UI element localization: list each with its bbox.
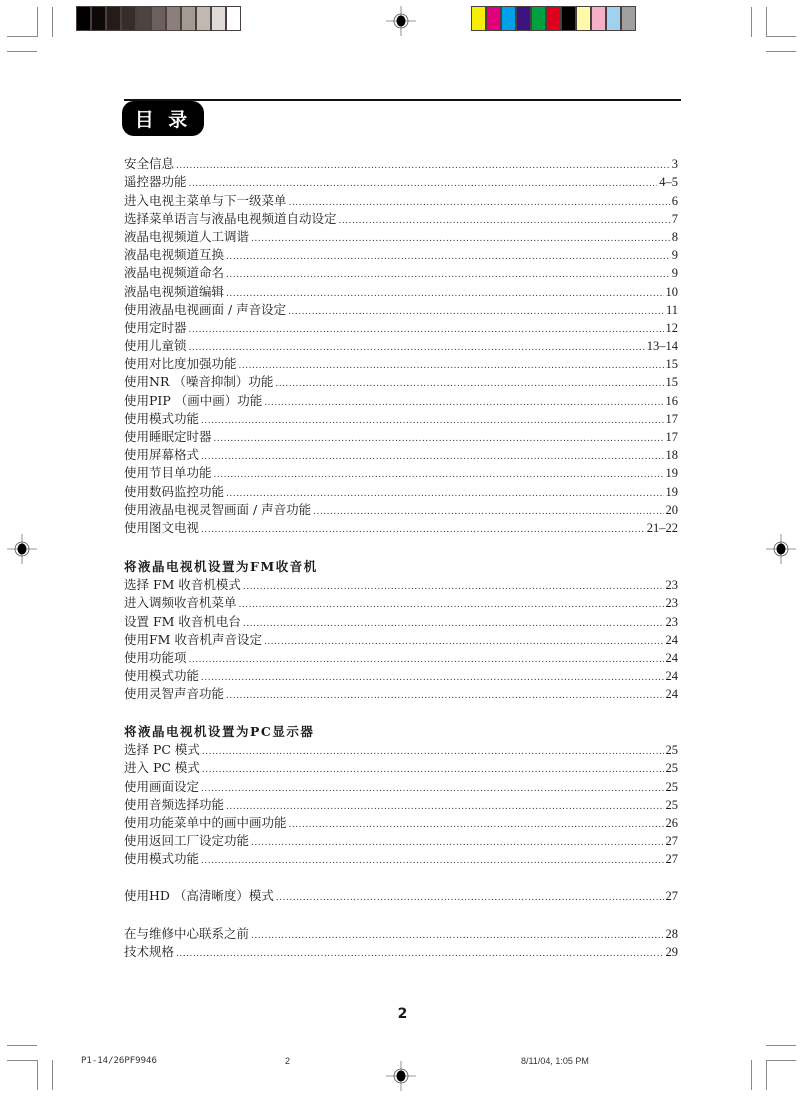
toc-entry-page: 4–5: [659, 175, 678, 190]
toc-entry-label: 选择菜单语言与液晶电视频道自动设定: [124, 210, 337, 226]
toc-entry[interactable]: [124, 482, 678, 500]
leader-dots: [176, 159, 670, 173]
toc-entry-page: 6: [671, 193, 678, 208]
toc-entry[interactable]: [124, 685, 678, 703]
toc-entry-label: 使用HD （高清晰度）模式: [124, 888, 274, 904]
toc-entry[interactable]: [124, 391, 678, 409]
leader-dots: [189, 653, 664, 667]
leader-dots: [189, 341, 645, 355]
crop-mark: [766, 1045, 796, 1046]
toc-entry[interactable]: [124, 943, 678, 961]
color-swatch: [107, 7, 120, 30]
crop-mark: [751, 7, 752, 37]
toc-entry-page: 27: [665, 834, 678, 849]
crop-mark: [766, 7, 767, 37]
toc-entry[interactable]: [124, 649, 678, 667]
toc-entry[interactable]: [124, 446, 678, 464]
leader-dots: [201, 854, 663, 868]
leader-dots: [201, 450, 663, 464]
toc-entry-label: 进入电视主菜单与下一级菜单: [124, 192, 287, 208]
toc-entry-page: 8: [671, 229, 678, 244]
leader-dots: [201, 523, 645, 537]
toc-entry[interactable]: [124, 612, 678, 630]
color-swatch: [607, 7, 620, 30]
toc-entry-page: 17: [665, 411, 678, 426]
toc-entry-page: 3: [671, 157, 678, 172]
toc-entry[interactable]: [124, 301, 678, 319]
toc-section-pc: [124, 723, 678, 868]
toc-entry[interactable]: [124, 173, 678, 191]
leader-dots: [289, 196, 670, 210]
crop-mark: [751, 1060, 752, 1090]
toc-entry-label: 使用对比度加强功能: [124, 356, 237, 372]
leader-dots: [251, 836, 663, 850]
toc-entry-page: 25: [665, 779, 678, 794]
toc-entry-page: 25: [665, 743, 678, 758]
toc-entry[interactable]: [124, 741, 678, 759]
leader-dots: [264, 396, 663, 410]
toc-entry-page: 20: [665, 502, 678, 517]
toc-entry-page: 24: [665, 687, 678, 702]
toc-entry-page: 27: [665, 852, 678, 867]
slug-page: 2: [285, 1056, 291, 1066]
leader-dots: [226, 689, 663, 703]
color-swatch: [487, 7, 500, 30]
toc-entry-label: 使用返回工厂设定功能: [124, 833, 250, 849]
toc-entry[interactable]: [124, 759, 678, 777]
toc-entry-page: 19: [665, 484, 678, 499]
color-swatch: [137, 7, 150, 30]
toc-entry-label: 使用功能菜单中的画中画功能: [124, 814, 287, 830]
crop-mark: [766, 51, 796, 52]
toc-entry[interactable]: [124, 576, 678, 594]
toc-entry-label: 使用模式功能: [124, 851, 200, 867]
toc-entry-page: 9: [671, 266, 678, 281]
toc-entry-page: 15: [665, 375, 678, 390]
toc-entry-label: 选择 PC 模式: [124, 742, 200, 758]
leader-dots: [226, 268, 670, 282]
crop-mark: [52, 1060, 53, 1090]
toc-entry[interactable]: [124, 814, 678, 832]
toc-entry-page: 23: [665, 614, 678, 629]
toc-entry[interactable]: [124, 925, 678, 943]
toc-entry-label: 使用定时器: [124, 319, 187, 335]
leader-dots: [176, 947, 663, 961]
leader-dots: [226, 250, 670, 264]
leader-dots: [202, 745, 664, 759]
registration-mark-icon: [386, 1061, 416, 1091]
toc-entry-label: 在与维修中心联系之前: [124, 926, 250, 942]
color-swatch: [622, 7, 635, 30]
toc-entry-label: 液晶电视频道人工调谐: [124, 228, 250, 244]
color-swatch: [167, 7, 180, 30]
crop-mark: [37, 7, 38, 37]
toc-entry-page: 10: [665, 284, 678, 299]
section-heading: 将液晶电视机设置为PC显示器: [124, 724, 315, 739]
page-title: 目 录: [122, 101, 204, 136]
toc-entry-label: 使用FM 收音机声音设定: [124, 631, 262, 647]
toc-entry[interactable]: [124, 373, 678, 391]
toc-entry-page: 18: [665, 448, 678, 463]
toc-entry-label: 使用模式功能: [124, 410, 200, 426]
toc-entry-label: 安全信息: [124, 156, 175, 172]
leader-dots: [201, 414, 663, 428]
toc-entry-label: 使用数码监控功能: [124, 483, 225, 499]
leader-dots: [239, 359, 664, 373]
leader-dots: [313, 505, 663, 519]
toc-entry-label: 液晶电视频道编辑: [124, 283, 225, 299]
color-swatch: [197, 7, 210, 30]
toc-entry[interactable]: [124, 428, 678, 446]
toc-entry-label: 使用模式功能: [124, 668, 200, 684]
color-swatch: [577, 7, 590, 30]
color-swatch: [92, 7, 105, 30]
toc-entry-label: 使用NR （噪音抑制）功能: [124, 374, 274, 390]
leader-dots: [288, 305, 664, 319]
leader-dots: [243, 580, 664, 594]
leader-dots: [214, 468, 664, 482]
toc-entry-page: 25: [665, 761, 678, 776]
toc-entry[interactable]: [124, 337, 678, 355]
toc-entry-label: 进入调频收音机菜单: [124, 595, 237, 611]
toc-entry[interactable]: [124, 319, 678, 337]
toc-entry-page: 19: [665, 466, 678, 481]
toc-entry-page: 26: [665, 815, 678, 830]
toc-entry[interactable]: [124, 832, 678, 850]
leader-dots: [201, 782, 663, 796]
toc-entry-label: 选择 FM 收音机模式: [124, 577, 241, 593]
leader-dots: [264, 635, 664, 649]
crop-mark: [7, 36, 37, 37]
toc-entry[interactable]: [124, 210, 678, 228]
leader-dots: [189, 323, 664, 337]
toc-entry[interactable]: [124, 519, 678, 537]
toc-entry[interactable]: [124, 887, 678, 905]
toc-section-fm: [124, 558, 678, 703]
toc-entry-label: 使用睡眠定时器: [124, 429, 212, 444]
leader-dots: [339, 214, 670, 228]
color-swatch: [77, 7, 90, 30]
toc-entry[interactable]: [124, 796, 678, 814]
toc-entry[interactable]: [124, 264, 678, 282]
toc-entry-page: 24: [665, 650, 678, 665]
toc-entry[interactable]: [124, 850, 678, 868]
toc-entry-label: 遥控器功能: [124, 174, 187, 190]
leader-dots: [189, 177, 658, 191]
crop-mark: [52, 7, 53, 37]
toc-entry-label: 液晶电视频道命名: [124, 265, 225, 281]
crop-mark: [7, 51, 37, 52]
color-swatch: [472, 7, 485, 30]
toc-entry-page: 9: [671, 248, 678, 263]
section-heading: 将液晶电视机设置为FM收音机: [124, 559, 318, 574]
color-bar: [471, 6, 636, 31]
toc-entry-page: 23: [665, 578, 678, 593]
toc-entry-label: 技术规格: [124, 944, 175, 960]
toc-entry-page: 24: [665, 632, 678, 647]
color-swatch: [592, 7, 605, 30]
grayscale-bar: [76, 6, 241, 31]
leader-dots: [289, 818, 664, 832]
color-swatch: [532, 7, 545, 30]
toc-pc-list: [124, 741, 678, 868]
color-swatch: [152, 7, 165, 30]
toc-entry[interactable]: [124, 191, 678, 209]
toc-entry-label: 进入 PC 模式: [124, 760, 200, 776]
color-swatch: [502, 7, 515, 30]
registration-mark-icon: [766, 534, 796, 564]
toc-entry[interactable]: [124, 501, 678, 519]
toc-section-hd: [124, 887, 678, 905]
toc-entry[interactable]: [124, 464, 678, 482]
toc-entry-page: 16: [665, 393, 678, 408]
toc-entry-page: 21–22: [646, 520, 678, 535]
color-swatch: [517, 7, 530, 30]
crop-mark: [37, 1060, 38, 1090]
toc-entry-page: 12: [665, 320, 678, 335]
toc-entry[interactable]: [124, 246, 678, 264]
leader-dots: [226, 487, 663, 501]
toc-entry-page: 25: [665, 797, 678, 812]
toc-entry-label: 使用屏幕格式: [124, 447, 200, 463]
crop-mark: [7, 1045, 37, 1046]
color-swatch: [212, 7, 225, 30]
registration-mark-icon: [386, 6, 416, 36]
toc-entry-label: 使用音频选择功能: [124, 796, 225, 812]
toc-entry[interactable]: [124, 667, 678, 685]
leader-dots: [226, 287, 663, 301]
toc-entry-label: 使用功能项: [124, 649, 187, 665]
toc-entry-page: 23: [665, 596, 678, 611]
toc-entry[interactable]: [124, 282, 678, 300]
toc-entry-page: 15: [665, 357, 678, 372]
crop-mark: [7, 1060, 37, 1061]
leader-dots: [276, 891, 664, 905]
leader-dots: [202, 763, 664, 777]
leader-dots: [251, 929, 663, 943]
toc-entry-page: 11: [665, 302, 678, 317]
toc-entry-label: 使用儿童锁: [124, 338, 187, 354]
toc-entry[interactable]: [124, 155, 678, 173]
toc-tail-list: [124, 925, 678, 961]
leader-dots: [251, 232, 670, 246]
crop-mark: [766, 36, 796, 37]
color-swatch: [182, 7, 195, 30]
toc-entry-label: 使用图文电视: [124, 519, 200, 535]
toc-entry-page: 27: [665, 889, 678, 904]
toc-entry[interactable]: [124, 777, 678, 795]
toc-entry-label: 使用节目单功能: [124, 465, 212, 481]
color-swatch: [122, 7, 135, 30]
toc-entry-label: 使用灵智声音功能: [124, 686, 225, 702]
toc-entry-page: 24: [665, 669, 678, 684]
toc-entry-page: 7: [671, 211, 678, 226]
crop-mark: [766, 1060, 767, 1090]
slug-file: P1-14/26PF9946: [81, 1056, 157, 1066]
leader-dots: [239, 598, 664, 612]
color-swatch: [227, 7, 240, 30]
leader-dots: [201, 671, 663, 685]
color-swatch: [562, 7, 575, 30]
page-number: 2: [397, 1006, 408, 1022]
leader-dots: [243, 617, 664, 631]
toc-entry-label: 液晶电视频道互换: [124, 247, 225, 263]
toc-entry-page: 28: [665, 927, 678, 942]
color-swatch: [547, 7, 560, 30]
leader-dots: [275, 377, 663, 391]
toc-entry-page: 17: [665, 430, 678, 444]
toc-entry-label: 使用液晶电视画面 / 声音设定: [124, 301, 287, 317]
toc-entry-label: 使用液晶电视灵智画面 / 声音功能: [124, 501, 312, 517]
toc-entry[interactable]: [124, 594, 678, 612]
toc-entry-label: 设置 FM 收音机电台: [124, 613, 241, 629]
slug-date: 8/11/04, 1:05 PM: [521, 1056, 589, 1066]
toc-entry-label: 使用画面设定: [124, 778, 200, 794]
toc-main-list: [124, 155, 678, 537]
registration-mark-icon: [7, 534, 37, 564]
toc-entry-label: 使用PIP （画中画）功能: [124, 392, 263, 408]
toc-entry-page: 29: [665, 945, 678, 960]
toc-entry[interactable]: [124, 631, 678, 649]
toc-entry[interactable]: [124, 228, 678, 246]
header-rule: [124, 99, 681, 101]
crop-mark: [766, 1060, 796, 1061]
toc-entry[interactable]: [124, 410, 678, 428]
leader-dots: [214, 432, 664, 446]
toc-entry[interactable]: [124, 355, 678, 373]
toc-fm-list: [124, 576, 678, 703]
leader-dots: [226, 800, 663, 814]
toc-entry-page: 13–14: [646, 339, 678, 354]
